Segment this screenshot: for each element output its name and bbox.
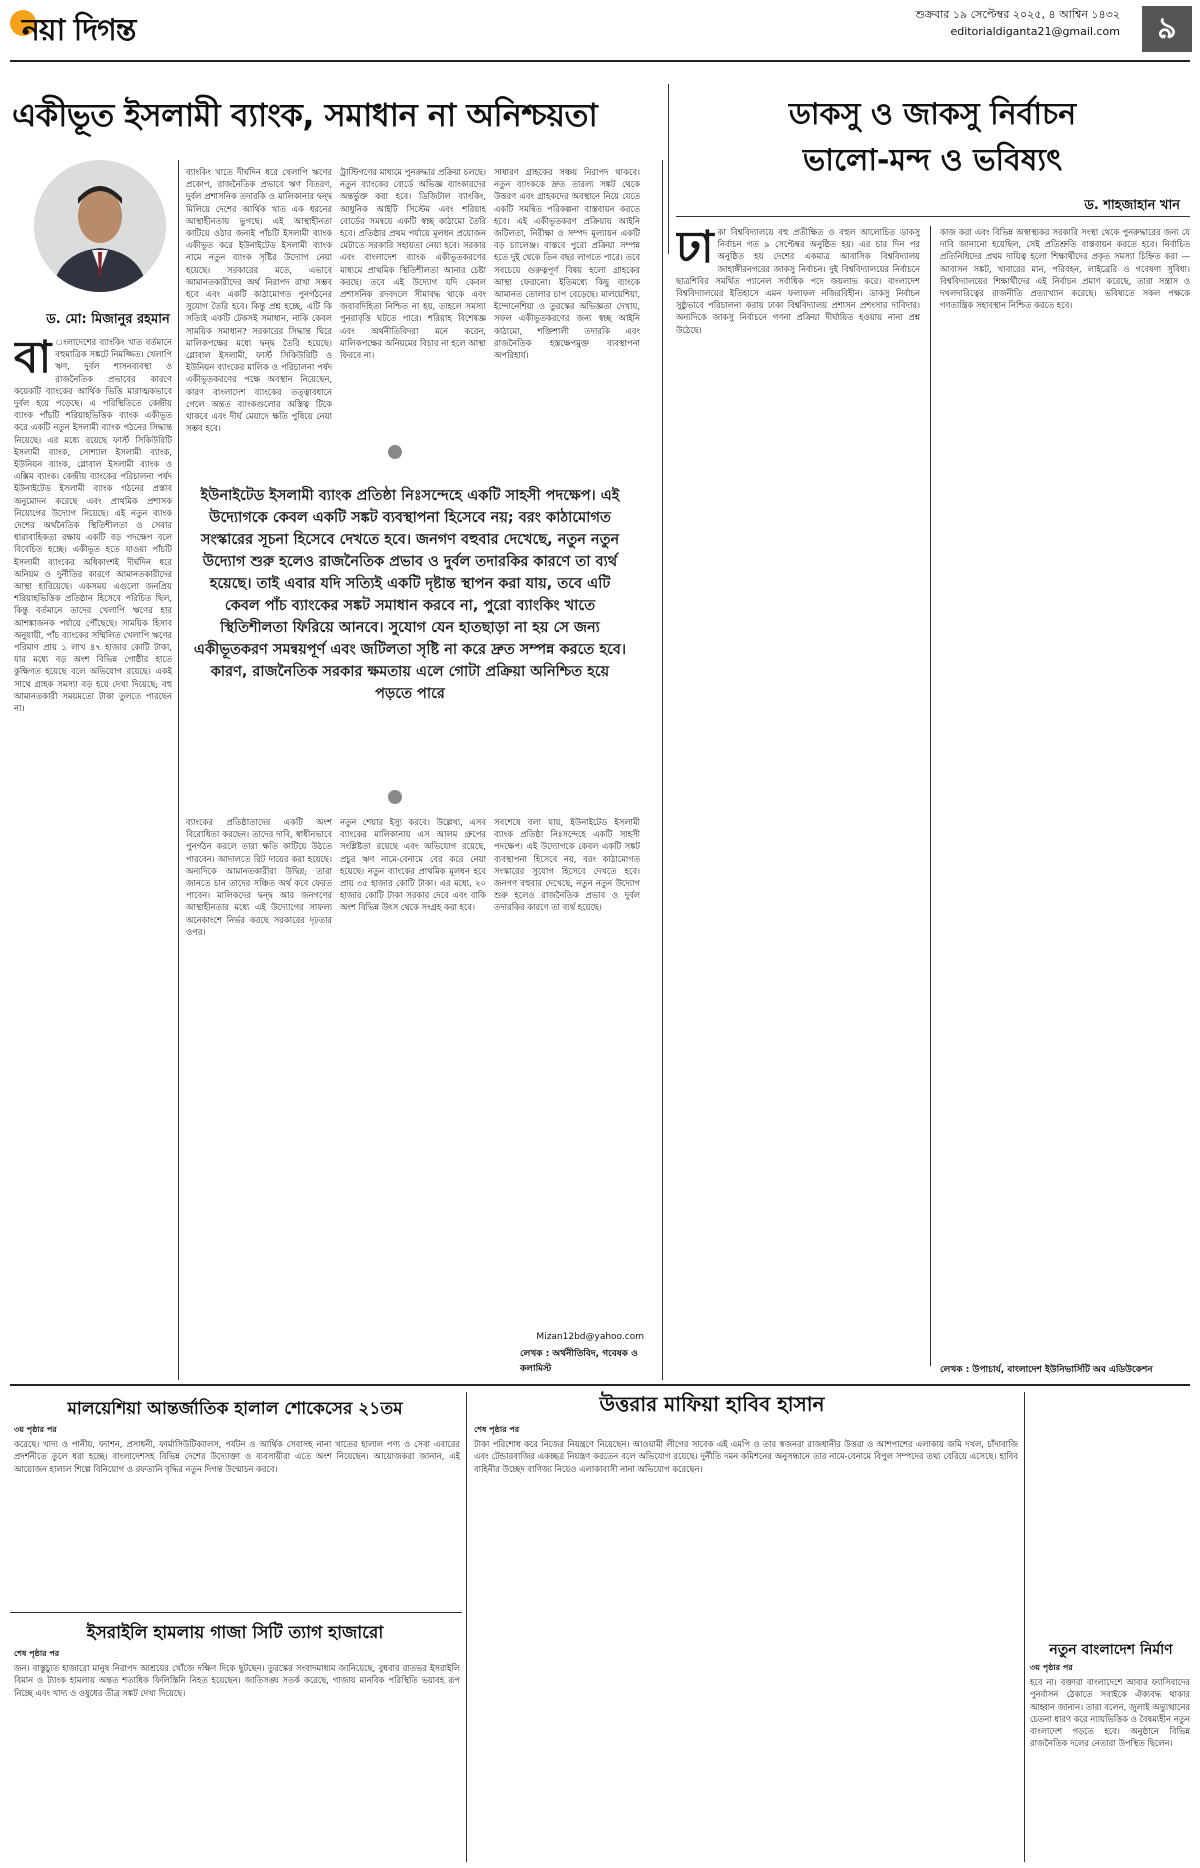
continuation-label: ৩য় পৃষ্ঠার পর <box>1030 1663 1073 1672</box>
right-headline-line-2: ভালো-মন্দ ও ভবিষ্যৎ <box>802 143 1063 178</box>
lead-headline[interactable]: একীভূত ইসলামী ব্যাংক, সমাধান না অনিশ্চয়তা <box>12 96 598 134</box>
column-divider <box>466 1392 467 1862</box>
lead-column-1 <box>14 336 172 1376</box>
right-author: ড. শাহজাহান খান <box>1084 198 1180 213</box>
right-body-1: কা বিশ্ববিদ্যালয়ে বহু প্রতীক্ষিত ও বহুল আলোচিত ডাকসু নির্বাচন গত ৯ সেপ্টেম্বর অনুষ্ঠিত হয়। এর চার দিন পর অনুষ্ঠিত হয় দেশের একমাত্র আবাসিক বিশ্ববিদ্যালয় জাহাঙ্গীরনগরের জাকসু নির্বাচন। দুই বিশ্ববিদ্যালয়ের নির্বাচনে ছাত্রশিবির সমর্থিত প্যানেল সর্বাধিক পদে জয়লাভ করে। বাংলাদেশ বিশ্ববিদ্যালয়ের ইতিহাসে এমন ফলাফল নজিরবিহীন। ডাকসু নির্বাচন সুষ্ঠুভাবে পরিচালনা করায় ঢাকা বিশ্ববিদ্যালয় প্রশাসন প্রশংসার দাবিদার। অন্যদিকে জাকসু নির্বাচনে গণনা প্রক্রিয়া দীর্ঘায়িত হওয়ায় নানা প্রশ্ন উঠেছে। <box>676 227 920 335</box>
section-body-mafia <box>474 1424 1018 1860</box>
pull-quote-bullet-icon <box>388 790 402 804</box>
lead-body-5: ব্যাংকের প্রতিষ্ঠাতাদের একটি অংশ বিরোধিতা করছেন। তাদের দাবি, স্বাধীনভাবে পুনর্গঠন করলে তারা ক্ষতি কাটিয়ে উঠতে পারবেন। আদালতে রিট দায়ের করা হয়েছে। অন্যদিকে আমানতকারীরা উদ্বিগ্ন; তারা জানতে চান তাদের সঞ্চিত অর্থ কবে ফেরত পাবেন। মালিকদের দ্বন্দ্ব আর জনগণের আস্থাহীনতার মধ্যে এই উদ্যোগের সাফল্য অনেকাংশে নির্ভর করছে সরকারের দৃঢ়তার ওপর। <box>186 817 332 937</box>
column-divider <box>178 160 179 1380</box>
right-author-divider <box>676 216 1190 217</box>
lead-body-3: ট্রাস্টিগণের মাধ্যমে পুনরুদ্ধার প্রক্রিয়া চলছে। নতুন ব্যাংকের বোর্ডে অভিজ্ঞ ব্যাংকারদের অন্তর্ভুক্ত করা হবে। ডিজিটাল ব্যাংকিং, আধুনিক আইটি সিস্টেম এবং শরিয়াহ বোর্ডের সমন্বয়ে একটি স্বচ্ছ কাঠামো তৈরি হবে। প্রতিষ্ঠার প্রথম পর্যায়ে মূলধন প্রয়োজন মেটাতে সরকারি সহায়তা নেয়া হবে। সরকার এবং বাংলাদেশ ব্যাংক একীভূতকরণের মাধ্যমে প্রাথমিক স্থিতিশীলতা আনার চেষ্টা করছে। তবে এই উদ্যোগ যদি কেবল প্রশাসনিক রদবদলে সীমাবদ্ধ থাকে এবং জবাবদিহিতা নিশ্চিত না হয়, তাহলে সমস্যা পুনরাবৃত্তি ঘটতে পারে। শরিয়াহ বিশেষজ্ঞ এবং অর্থনীতিবিদরা মনে করেন, মালিকপক্ষের অনিয়মের বিচার না হলে আস্থা ফিরবে না। <box>340 167 486 361</box>
right-column-1 <box>676 226 920 1366</box>
newspaper-logo[interactable] <box>10 6 135 57</box>
section-body-bangladesh <box>1030 1662 1190 1860</box>
right-headline-line-1: ডাকসু ও জাকসু নির্বাচন <box>788 97 1077 132</box>
section-divider <box>10 1384 1190 1386</box>
lead-column-2 <box>186 166 332 436</box>
column-divider <box>668 84 669 254</box>
masthead <box>0 0 1200 58</box>
section-body-halal <box>14 1424 460 1608</box>
pull-quote-bullet-icon <box>388 445 402 459</box>
column-divider <box>662 160 663 1380</box>
continuation-label: শেষ পৃষ্ঠার পর <box>14 1649 60 1658</box>
continuation-label: ৩য় পৃষ্ঠার পর <box>14 1425 57 1434</box>
drop-cap: ঢা <box>676 226 714 273</box>
section-headline-halal[interactable]: মালয়েশিয়া আন্তর্জাতিক হালাল শোকেসের ২১তম <box>67 1399 403 1419</box>
section-text: টাকা পরিশোধ করে নিজের নিয়ন্ত্রণে নিয়েছেন। আওয়ামী লীগের সাবেক এই এমপি ও তার স্বজনরা রাজধানীর উত্তরা ও আশপাশের এলাকায় জমি দখল, চাঁদাবাজি এবং টেন্ডারবাজির একচ্ছত্র নিয়ন্ত্রণ করতেন বলে অভিযোগ রয়েছে। দুর্নীতি দমন কমিশনের অনুসন্ধানে তার নামে-বেনামে বিপুল সম্পদের তথ্য বেরিয়ে এসেছে। হাবিব বাহিনীর উচ্ছেদ বাণিজ্য নিয়েও এলাকাবাসী নানা অভিযোগ করেছেন। <box>474 1439 1018 1474</box>
dateline <box>790 6 1120 40</box>
lead-column-5 <box>186 816 332 1356</box>
right-headline[interactable] <box>675 92 1190 184</box>
issue-date: শুক্রবার ১৯ সেপ্টেম্বর ২০২৫, ৪ আশ্বিন ১৪৩২ <box>915 8 1120 21</box>
page-number: ৯ <box>1142 6 1192 52</box>
lead-body-4: সাধারণ গ্রাহকের সঞ্চয় নিরাপদ থাকবে। নতুন ব্যাংককে দ্রুত তারল্য সঙ্কট থেকে উত্তরণ এবং গ্রাহকদের অবস্থানে নিয়ে যেতে একটি সমন্বিত পরিকল্পনা বাস্তবায়ন করতে হবে। এই একীভূতকরণ প্রক্রিয়ায় আইনি জটিলতা, নিরীক্ষা ও সম্পদ মূল্যায়ন একটি বড় চ্যালেঞ্জ। বাস্তবে পুরো প্রক্রিয়া সম্পন্ন হতে দুই থেকে তিন বছর লাগতে পারে। তবে সবচেয়ে গুরুত্বপূর্ণ বিষয় হলো গ্রাহকের আস্থা ফেরানো। ইতিমধ্যে কিছু ব্যাংকে আমানত তোলার চাপ বেড়েছে। মালয়েশিয়া, ইন্দোনেশিয়া ও তুরস্কের অভিজ্ঞতা দেখায়, সফল একীভূতকরণের জন্য স্বচ্ছ আইনি কাঠামো, শক্তিশালী তদারকি এবং রাজনৈতিক হস্তক্ষেপমুক্ত ব্যবস্থাপনা অপরিহার্য। <box>494 167 640 361</box>
section-divider <box>10 1612 462 1613</box>
lead-body-1: ংলাদেশের ব্যাংকিং খাত বর্তমানে বহুমাত্রিক সঙ্কটে নিমজ্জিত। খেলাপি ঋণ, দুর্বল শাসনব্যবস্থা ও রাজনৈতিক প্রভাবের কারণে কয়েকটি ব্যাংকের আর্থিক ভিত্তি মারাত্মকভাবে দুর্বল হয়ে পড়েছে। এ পরিস্থিতিতে কেন্দ্রীয় ব্যাংক পাঁচটি শরিয়াহভিত্তিক ব্যাংক একীভূত করে একটি নতুন ইসলামী ব্যাংক গঠনের সিদ্ধান্ত নিয়েছে। এর মধ্যে রয়েছে ফার্স্ট সিকিউরিটি ইসলামী ব্যাংক, সোশ্যাল ইসলামী ব্যাংক, ইউনিয়ন ব্যাংক, গ্লোবাল ইসলামী ব্যাংক ও এক্সিম ব্যাংক। কেন্দ্রীয় ব্যাংকের পরিচালনা পর্ষদ ইউনাইটেড ইসলামী ব্যাংক গঠনের প্রস্তাব অনুমোদন করেছে এবং প্রাথমিক প্রশাসক নিয়োগের উদ্যোগ নিয়েছে। এই নতুন ব্যাংক দেশের অর্থনৈতিক স্থিতিশীলতা ও সেবার ধারাবাহিকতা রক্ষায় একটি বড় পদক্ষেপ বলে বিবেচিত হচ্ছে। একীভূত হতে যাওয়া পাঁচটি ইসলামী ব্যাংকের অধিকাংশই দীর্ঘদিন ধরে অনিয়ম ও দুর্নীতির কারণে আমানতকারীদের আস্থা হারিয়েছে। একসময় এগুলো জনপ্রিয় শরিয়াহভিত্তিক প্রতিষ্ঠান হিসেবে পরিচিত ছিল, কিন্তু বর্তমানে তাদের খেলাপি ঋণের হার আশঙ্কাজনক পর্যায়ে পৌঁছেছে। সাময়িক হিসাব অনুযায়ী, পাঁচ ব্যাংকের সম্মিলিত খেলাপি ঋণের পরিমাণ প্রায় ১ লাখ ৪৭ হাজার কোটি টাকা, যার মধ্যে বড় অংশ বিভিন্ন গোষ্ঠীর হাতে কুক্ষিগত হয়েছে বলে অভিযোগ রয়েছে। একই সাথে গ্রাহক সমস্যা বড় হয়ে দেখা দিয়েছে; বহু আমানতকারী সময়মতো টাকা তুলতে পারছেন না। <box>14 337 172 714</box>
lead-column-6 <box>340 816 486 1356</box>
editorial-email[interactable]: editorialdiganta21@gmail.com <box>950 25 1120 38</box>
lead-column-7 <box>494 816 640 1326</box>
header-divider <box>10 60 1190 62</box>
lead-body-2: ব্যাংকিং খাতে দীর্ঘদিন ধরে খেলাপি ঋণের প্রকোপ, রাজনৈতিক প্রভাবে ঋণ বিতরণ, দুর্বল প্রশাসনিক তদারকি ও মালিকানার দ্বন্দ্ব মিলিয়ে দেশের আর্থিক খাত এক ধরনের আস্থাহীনতায় ভুগছে। এই আস্থাহীনতা কাটিয়ে ওঠার জন্যই পাঁচটি ইসলামী ব্যাংক একীভূত করে ইউনাইটেড ইসলামী ব্যাংক নামে নতুন ব্যাংক সৃষ্টির উদ্যোগ নেয়া হয়েছে। সরকারের মতে, এভাবে আমানতকারীদের অর্থ নিরাপদ রাখা সম্ভব হবে এবং একটি কাঠামোগত পুনর্গঠনের সুযোগ তৈরি হবে। কিন্তু প্রশ্ন হচ্ছে, এটি কি সত্যিই একটি টেকসই সমাধান, নাকি কেবল সাময়িক সমাধান? সরকারের সিদ্ধান্ত ঘিরে মালিকপক্ষের মধ্যে দ্বন্দ্ব তৈরি হয়েছে। গ্লোবাল ইসলামী, ফার্স্ট সিকিউরিটি ও ইউনিয়ন ব্যাংকের মালিক ও পরিচালনা পর্ষদ একীভূতকরণের পক্ষে অবস্থান নিয়েছেন, কারণ বাংলাদেশ ব্যাংকের তত্ত্বাবধানে গেলে অন্তত ব্যাংকগুলোর অস্তিত্ব টিকে থাকবে এবং দীর্ঘ মেয়াদে ক্ষতি পুষিয়ে নেয়া সম্ভব হবে। <box>186 167 332 434</box>
section-body-gaza <box>14 1648 460 1860</box>
right-body-2: কাজ করা এবং বিভিন্ন অস্বাস্থ্যকর সরকারি সংস্থা থেকে পুনরুদ্ধারের জন্য যে দাবি জানানো হয়েছিল, সেই প্রতিশ্রুতি বাস্তবায়ন করতে হবে। নির্বাচিত প্রতিনিধিদের প্রথম দায়িত্ব হলো শিক্ষার্থীদের প্রকৃত সমস্যা চিহ্নিত করা — আবাসন সঙ্কট, খাবারের মান, পরিবহন, লাইব্রেরি ও গবেষণা সুবিধা। বিশ্ববিদ্যালয়ের শিক্ষার্থীদের এই নির্বাচন প্রমাণ করেছে, তারা সন্ত্রাস ও দখলদারিত্বের রাজনীতি প্রত্যাখ্যান করেছে। ভবিষ্যতে সকল পক্ষকে গণতান্ত্রিক সহাবস্থান নিশ্চিত করতে হবে। <box>940 227 1190 311</box>
logo-text: নয়া দিগন্ত <box>22 13 136 48</box>
section-headline-mafia[interactable]: উত্তরার মাফিয়া হাবিব হাসান <box>599 1392 825 1416</box>
lead-writer-email[interactable]: Mizan12bd@yahoo.com <box>536 1332 644 1342</box>
continuation-label: শেষ পৃষ্ঠার পর <box>474 1425 520 1434</box>
section-headline-bangladesh[interactable]: নতুন বাংলাদেশ নির্মাণ <box>1049 1642 1173 1658</box>
lead-writer-tag: লেখক : অর্থনীতিবিদ, গবেষক ও কলামিস্ট <box>520 1349 638 1374</box>
section-text: হবে না। বক্তারা বাংলাদেশে আবার ফ্যাসিবাদের পুনর্বাসন ঠেকাতে সবাইকে ঐক্যবদ্ধ থাকার আহ্বান জানান। তারা বলেন, জুলাই অভ্যুত্থানের চেতনা ধারণ করে ন্যায়ভিত্তিক ও বৈষম্যহীন নতুন বাংলাদেশ গড়তে হবে। অনুষ্ঠানে বিভিন্ন রাজনৈতিক দলের নেতারা উপস্থিত ছিলেন। <box>1030 1677 1190 1749</box>
lead-body-6: নতুন শেয়ার ইস্যু করবে। উল্লেখ্য, এসব ব্যাংকের মালিকানায় এস আলম গ্রুপের সংশ্লিষ্টতা রয়েছে এবং অভিযোগ রয়েছে, প্রচুর ঋণ নামে-বেনামে বের করে নেয়া হয়েছে। নতুন ব্যাংকের প্রাথমিক মূলধন হবে প্রায় ৩৫ হাজার কোটি টাকা। এর মধ্যে, ২০ হাজার কোটি টাকা সরকার দেবে এবং বাকি অংশ বিভিন্ন উৎস থেকে সংগ্রহ করা হবে। <box>340 817 486 913</box>
right-column-2 <box>940 226 1190 1356</box>
column-divider <box>1024 1392 1025 1862</box>
pull-quote: ইউনাইটেড ইসলামী ব্যাংক প্রতিষ্ঠা নিঃসন্দেহে একটি সাহসী পদক্ষেপ। এই উদ্যোগকে কেবল একটি সঙ্কট ব্যবস্থাপনা হিসেবে নয়; বরং কাঠামোগত সংস্কারের সূচনা হিসেবে দেখতে হবে। জনগণ বহুবার দেখেছে, নতুন নতুন উদ্যোগ শুরু হলেও রাজনৈতিক প্রভাব ও দুর্বল তদারকির কারণে তা ব্যর্থ হয়েছে। তাই এবার যদি সত্যিই একটি দৃষ্টান্ত স্থাপন করা যায়, তবে এটি কেবল পাঁচ ব্যাংকের সঙ্কট সমাধান করবে না, পুরো ব্যাংকিং খাতে স্থিতিশীলতা ফিরিয়ে আনবে। সুযোগ যেন হাতছাড়া না হয় সে জন্য একীভূতকরণ সমন্বয়পূর্ণ এবং জটিলতা সৃষ্টি না করে দ্রুত সম্পন্ন করতে হবে। কারণ, রাজনৈতিক সরকার ক্ষমতায় এলে গোটা প্রক্রিয়া অনিশ্চিত হয়ে পড়তে পারে <box>193 488 627 702</box>
author-photo <box>34 160 166 292</box>
lead-body-7: সবশেষে বলা যায়, ইউনাইটেড ইসলামী ব্যাংক প্রতিষ্ঠা নিঃসন্দেহে একটি সাহসী পদক্ষেপ। এই উদ্যোগকে কেবল একটি সঙ্কট ব্যবস্থাপনা হিসেবে নয়, বরং কাঠামোগত সংস্কারের সুযোগ হিসেবে দেখতে হবে। জনগণ বহুবার দেখেছে, নতুন নতুন উদ্যোগ শুরু হলেও রাজনৈতিক প্রভাব ও দুর্বল তদারকির কারণে তা ব্যর্থ হয়েছে। <box>494 817 640 913</box>
drop-cap: বা <box>14 336 52 383</box>
section-text: জন। বাস্তুচ্যুত হাজারো মানুষ নিরাপদ আশ্রয়ের খোঁজে দক্ষিণ দিকে ছুটছেন। তুরস্কের সংবাদমাধ্যম জানিয়েছে, বুধবার রাতভর ইসরাইলি বিমান ও ট্যাংক হামলায় অন্তত শতাধিক ফিলিস্তিনি নিহত হয়েছেন। জাতিসঙ্ঘ সতর্ক করেছে, গাজায় মানবিক পরিস্থিতি ভয়াবহ রূপ নিচ্ছে এবং খাদ্য ও ওষুধের তীব্র সঙ্কট দেখা দিয়েছে। <box>14 1663 460 1698</box>
right-writer-tag: লেখক : উপাচার্য, বাংলাদেশ ইউনিভার্সিটি অব এডিউকেশন <box>940 1365 1153 1375</box>
section-text: করেছে। খাদ্য ও পানীয়, ফ্যাশন, প্রসাধনী, ফার্মাসিউটিক্যালস, পর্যটন ও আর্থিক সেবাসহ নানা খাতের হালাল পণ্য ও সেবা এবারের প্রদর্শনীতে তুলে ধরা হচ্ছে। বাংলাদেশসহ বিভিন্ন দেশের উদ্যোক্তা ও ব্যবসায়ীরা এতে অংশ নিয়েছেন। আয়োজকরা জানান, এই আয়োজন হালাল শিল্পে বিনিয়োগ ও রফতানি বৃদ্ধির নতুন দিগন্ত উন্মোচন করবে। <box>14 1439 460 1474</box>
lead-author: ড. মো: মিজানুর রহমান <box>46 312 170 327</box>
column-divider <box>930 226 931 1366</box>
section-headline-gaza[interactable]: ইসরাইলি হামলায় গাজা সিটি ত্যাগ হাজারো <box>86 1623 384 1643</box>
lead-column-3 <box>340 166 486 436</box>
